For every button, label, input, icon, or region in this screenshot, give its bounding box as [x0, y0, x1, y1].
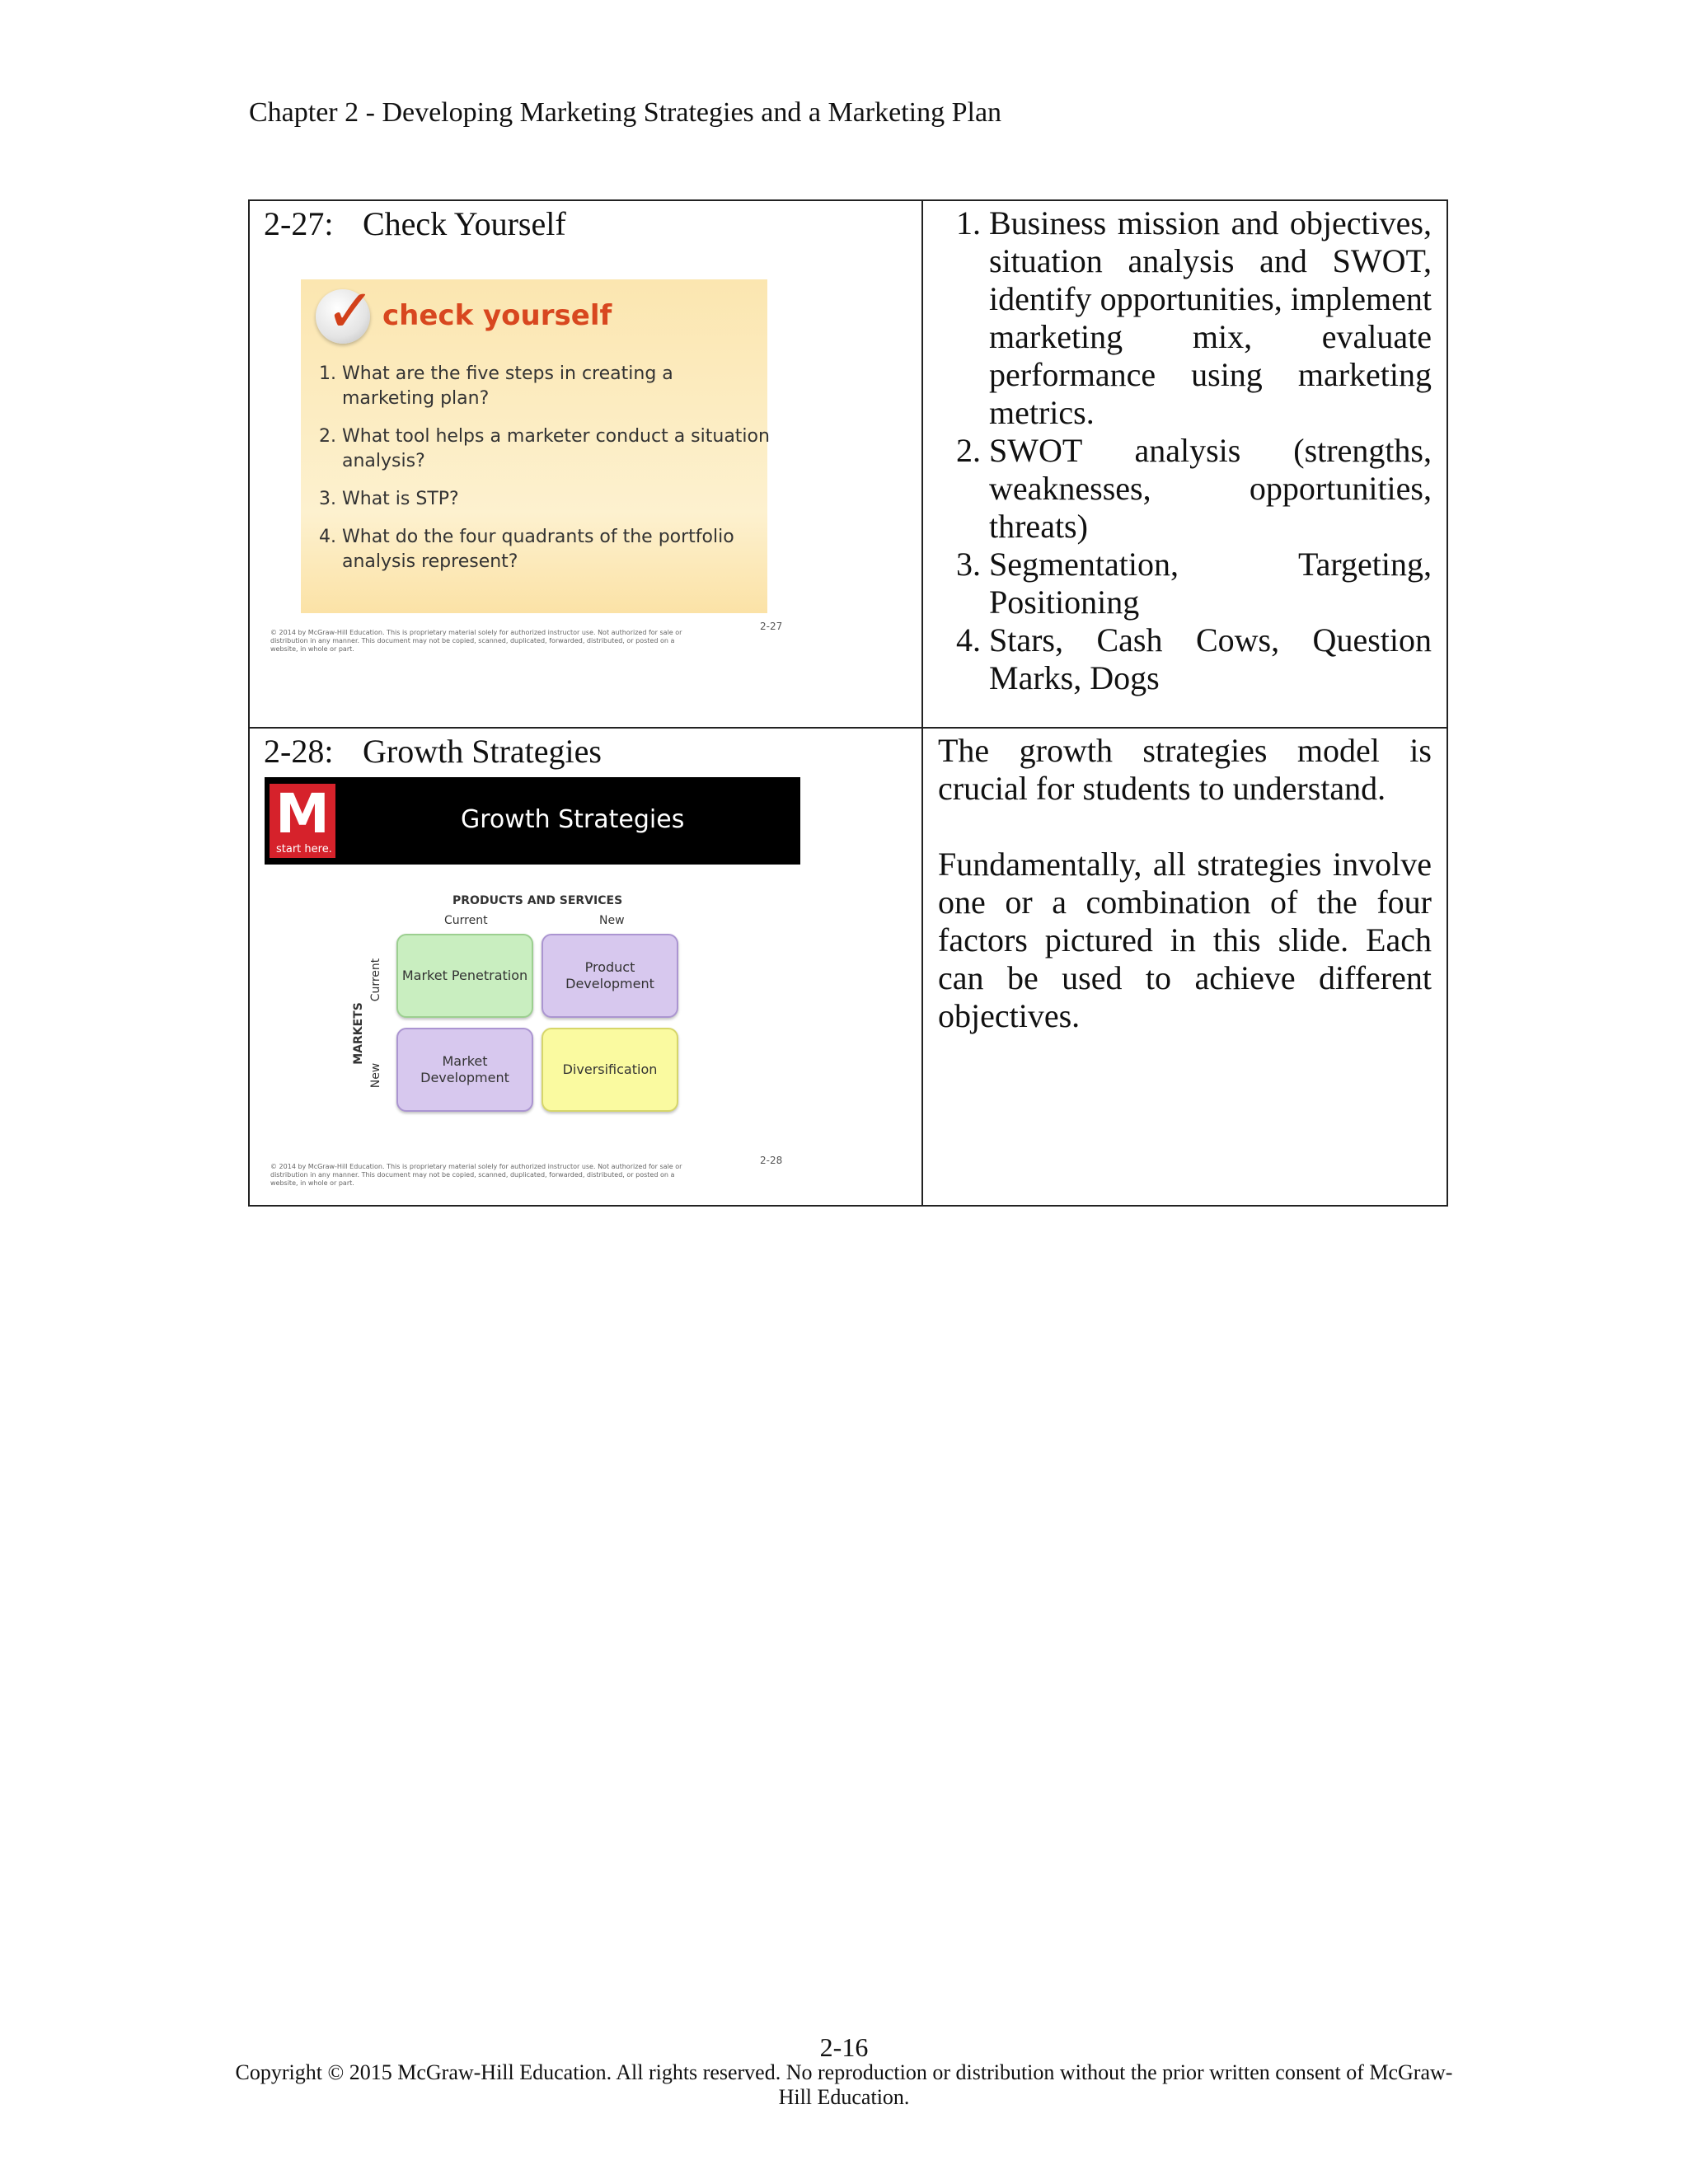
checkmark-icon: ✓ [326, 276, 376, 345]
slide-fine-print: © 2014 by McGraw-Hill Education. This is proprietary material solely for authorized instructor use. Not authorized for sale or distribution in any manner. This document may not be copied, scanned, duplicated, forwarded, distributed, or posted on a website, in whole or part. [270, 1163, 682, 1187]
table-row [249, 728, 1447, 1206]
slide-cell [249, 728, 922, 1206]
slide-banner [265, 777, 800, 865]
row-label-current: Current [369, 958, 382, 1002]
slide-title: Check Yourself [363, 205, 566, 242]
notes-cell [922, 728, 1447, 1206]
page-number: 2-16 [819, 2032, 869, 2062]
quadrant-diversification: Diversification [542, 1028, 678, 1112]
quadrant-product-development: Product Development [542, 934, 678, 1018]
column-label-current: Current [444, 914, 488, 927]
growth-strategies-slide-image [265, 777, 800, 1197]
table-row [249, 200, 1447, 728]
quadrant-market-penetration: Market Penetration [396, 934, 533, 1018]
notes-cell [922, 200, 1447, 728]
list-item: 1. Business mission and objectives, situation analysis and SWOT, identify opportunities, implement marketing mix, evaluate performance using marketing metrics. [989, 204, 1432, 432]
slide-number: 2-27: [264, 205, 334, 242]
answer-notes [923, 201, 1447, 697]
slide-heading [250, 201, 921, 243]
check-yourself-slide-image [265, 276, 800, 658]
answer-list [938, 204, 1432, 697]
slide-heading [250, 729, 921, 771]
list-item: 2. SWOT analysis (strengths, weaknesses, opportunities, threats) [989, 432, 1432, 546]
axis-label-top: PRODUCTS AND SERVICES [452, 894, 623, 907]
notes-paragraph: The growth strategies model is crucial for students to understand. [938, 732, 1432, 807]
chapter-header: Chapter 2 - Developing Marketing Strategies and a Marketing Plan [249, 97, 1002, 128]
question-list [321, 362, 771, 588]
slide-number: 2-28: [264, 733, 334, 770]
row-label-new: New [369, 1062, 382, 1089]
axis-label-side: MARKETS [352, 1002, 365, 1065]
slide-page-label: 2-28 [760, 1155, 783, 1166]
list-item: 3. What is STP? [342, 487, 771, 512]
logo-tagline: start here. [276, 843, 332, 855]
slide-page-label: 2-27 [760, 621, 783, 632]
banner-title: Growth Strategies [461, 805, 685, 834]
slide-notes-table [248, 199, 1448, 1207]
slide-inner-title: check yourself [382, 299, 612, 332]
list-item: 3. Segmentation, Targeting, Positioning [989, 546, 1432, 621]
slide-fine-print: © 2014 by McGraw-Hill Education. This is proprietary material solely for authorized instructor use. Not authorized for sale or distribution in any manner. This document may not be copied, scanned, duplicated, forwarded, distributed, or posted on a website, in whole or part. [270, 629, 682, 653]
list-item: 2. What tool helps a marketer conduct a situation analysis? [342, 424, 771, 474]
logo-letter: M [275, 782, 330, 846]
copyright-notice: Copyright © 2015 McGraw-Hill Education. All rights reserved. No reproduction or distribution without the prior written consent of McGraw-Hill Education. [235, 2060, 1453, 2109]
list-item: 4. What do the four quadrants of the portfolio analysis represent? [342, 525, 771, 574]
mcgraw-hill-logo [270, 784, 335, 858]
slide-title: Growth Strategies [363, 733, 602, 770]
quadrant-market-development: Market Development [396, 1028, 533, 1112]
instructor-notes [923, 729, 1447, 1035]
column-label-new: New [599, 914, 625, 927]
list-item: 1. What are the five steps in creating a marketing plan? [342, 362, 771, 411]
list-item: 4. Stars, Cash Cows, Question Marks, Dogs [989, 621, 1432, 697]
notes-paragraph: Fundamentally, all strategies involve one or a combination of the four factors pictured in this slide. Each can be used to achieve different objectives. [938, 846, 1432, 1034]
slide-cell [249, 200, 922, 728]
